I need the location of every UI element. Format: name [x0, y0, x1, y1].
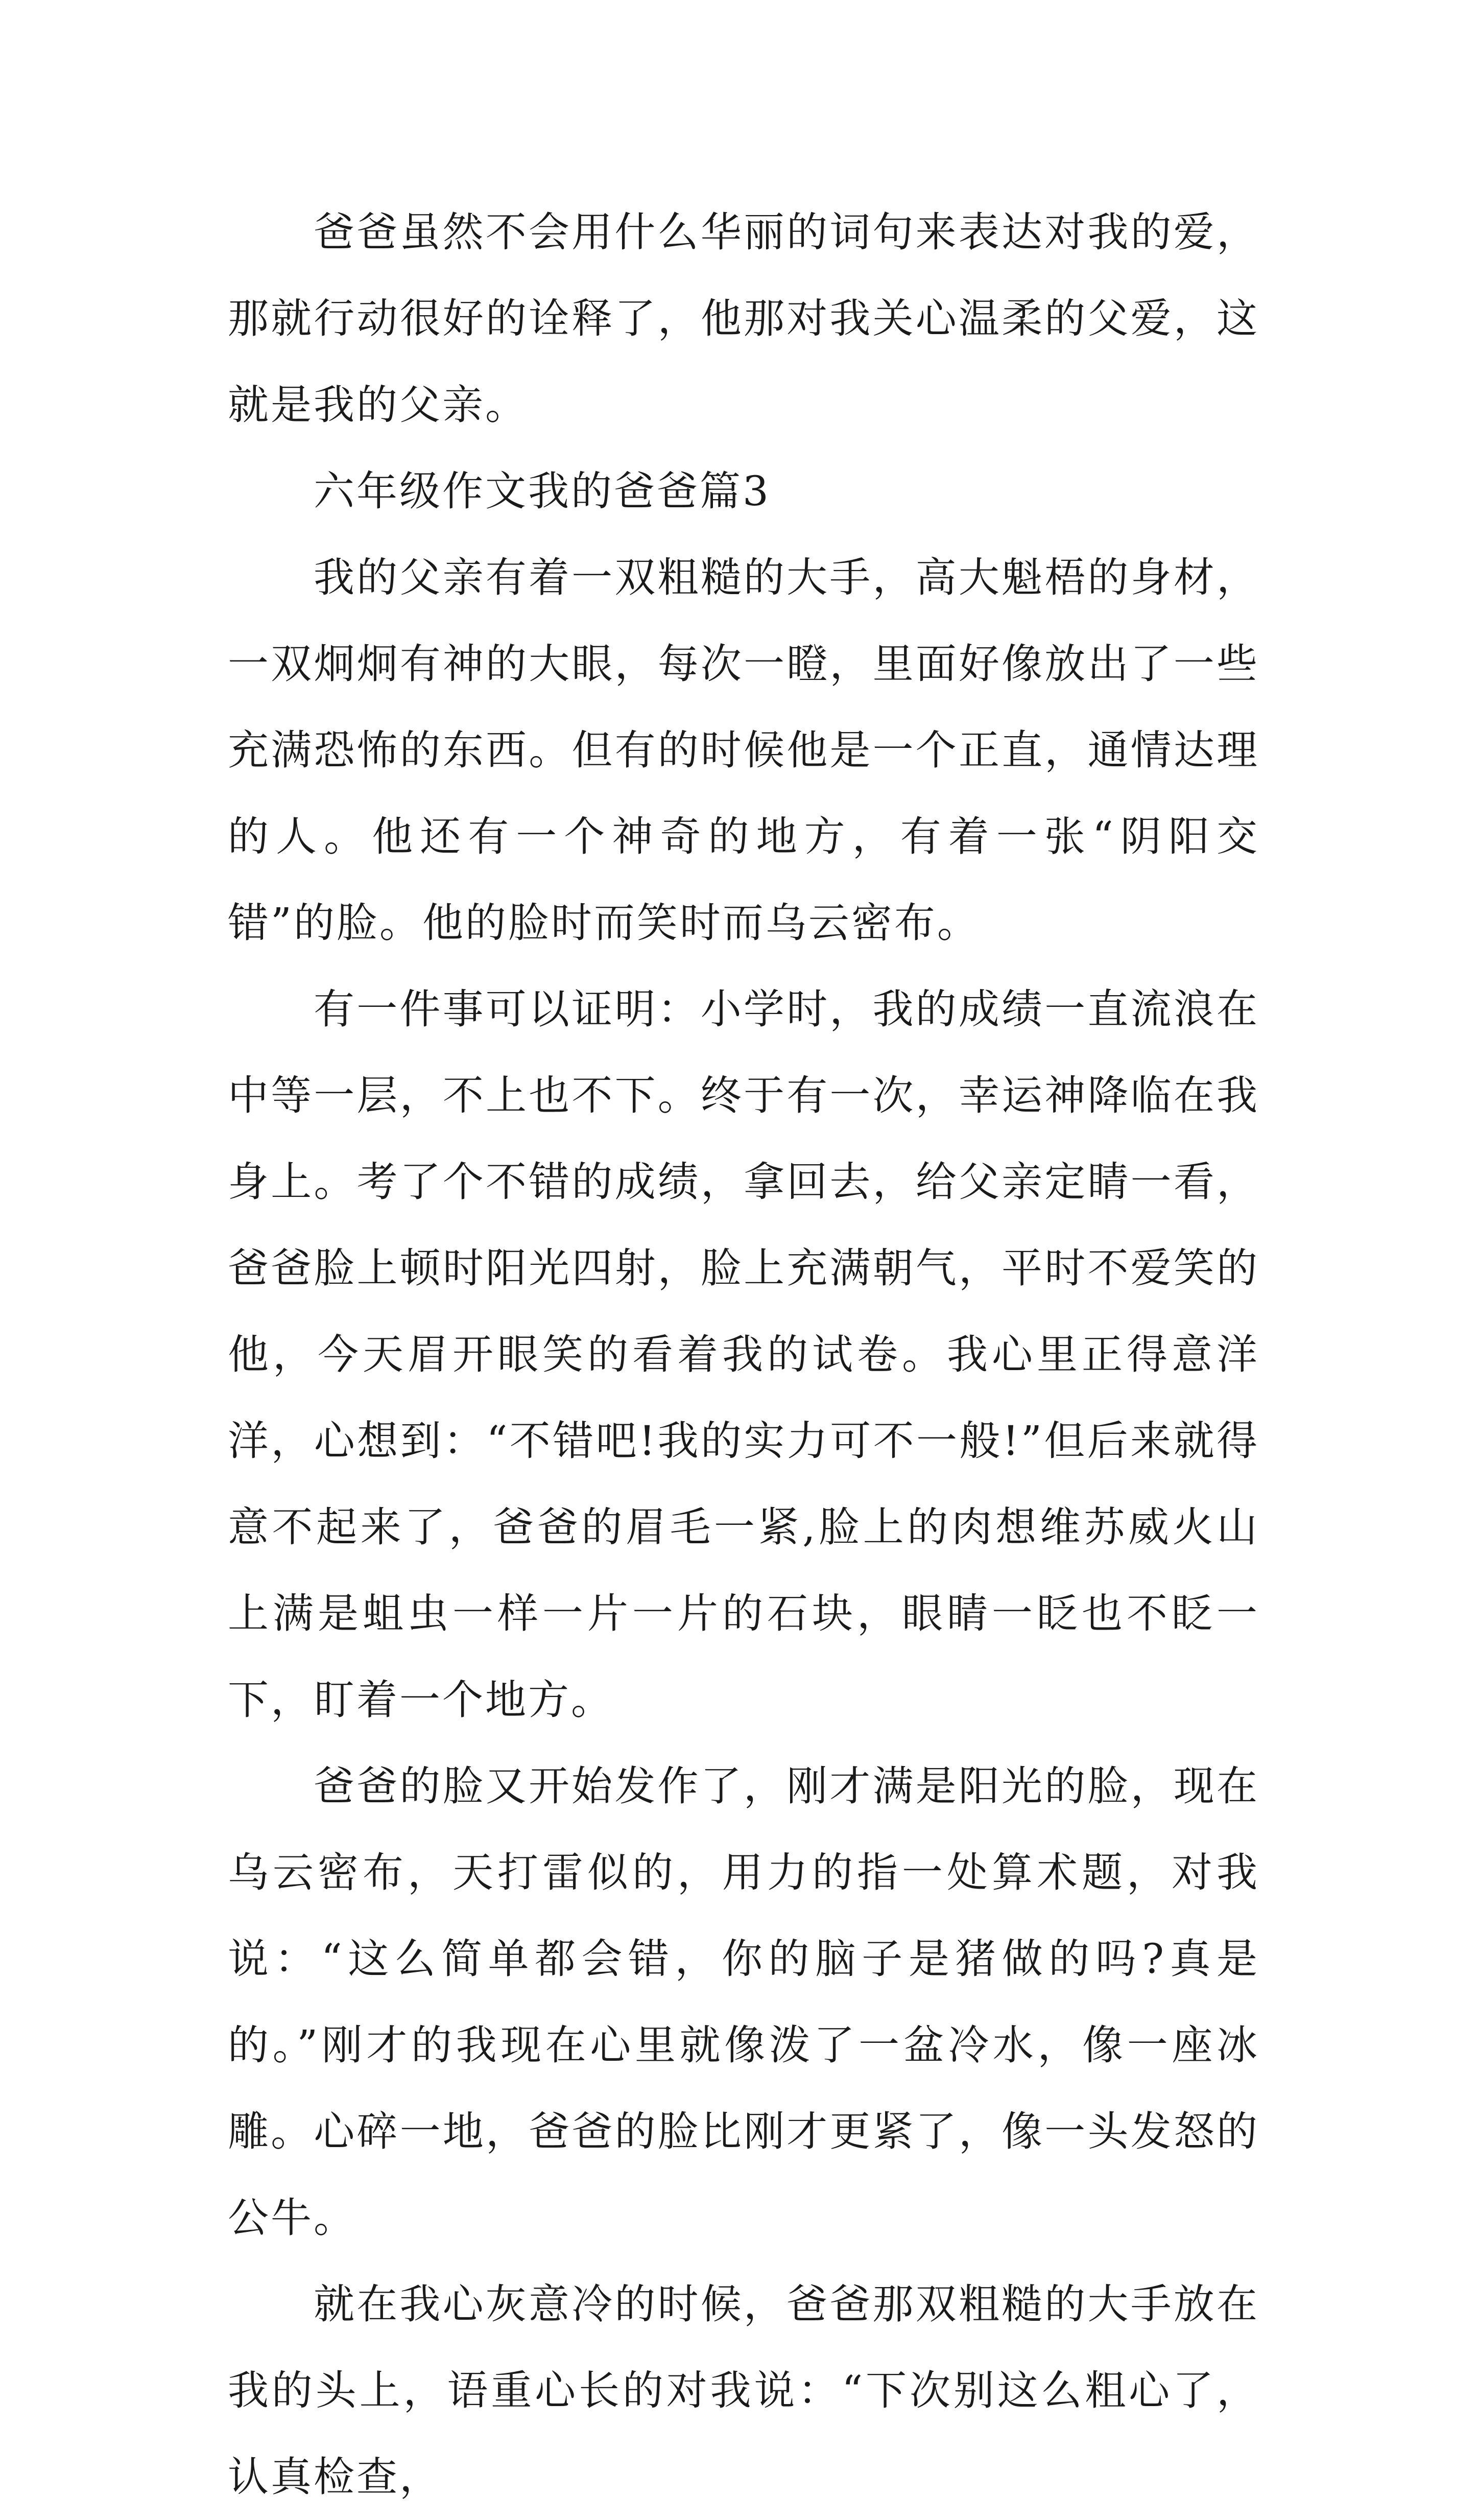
paragraph-father-description: 我的父亲有着一双粗糙的大手，高大魁梧的身材，一双炯炯有神的大眼，每次一瞪，里面好像放出了一些充满恐怖的东西。但有的时候他是一个正直，通情达理的人。他还有一个神奇的地方，有着一张“阴阳交错”的脸。他的脸时而笑时而乌云密布。 [228, 554, 1259, 947]
paragraph-test-story: 有一件事可以证明：小学时，我的成绩一直流浪在中等一层，不上也不下。终于有一次，幸运神降临在我身上。考了个不错的成绩，拿回去，给父亲定睛一看，爸爸脸上顿时阳光四射，脸上充满朝气，平时不爱笑的他，今天眉开眼笑的看着我的试卷。我心里正得意洋洋，心想到：“不错吧!我的实力可不一般!”但后来就得意不起来了，爸爸的眉毛一紧,脸上的肉想维苏威火山上满是蛆虫一样一片一片的石块，眼睛一眨也不眨一下，盯着一个地方。 [228, 985, 1259, 1724]
paragraph-father-love-closing: 爸爸虽然不会用什么华丽的词句来表达对我的爱，那就行动很好的诠释了，他那对我关心温柔的父爱，这就是我的父亲。 [228, 208, 1259, 429]
document-body [228, 189, 1259, 2520]
paragraph-father-comfort: 就在我心灰意冷的时候，爸爸那双粗糙的大手放在我的头上，语重心长的对我说：“下次别这么粗心了，认真检查， [228, 2280, 1259, 2501]
paragraph-father-angry: 爸爸的脸又开始发作了，刚才满是阳光的脸，现在乌云密布，天打雷似的，用力的指一处算术题，对我说：“这么简单都会错，你的脑子是猪做的吗?真是的。”刚才的我现在心里就像泼了一盆冷水，像一座冰雕。心碎一地，爸爸的脸比刚才更紧了，像一头发怒的公牛。 [228, 1762, 1259, 2242]
section-heading: 六年级作文我的爸爸篇3 [314, 467, 771, 515]
